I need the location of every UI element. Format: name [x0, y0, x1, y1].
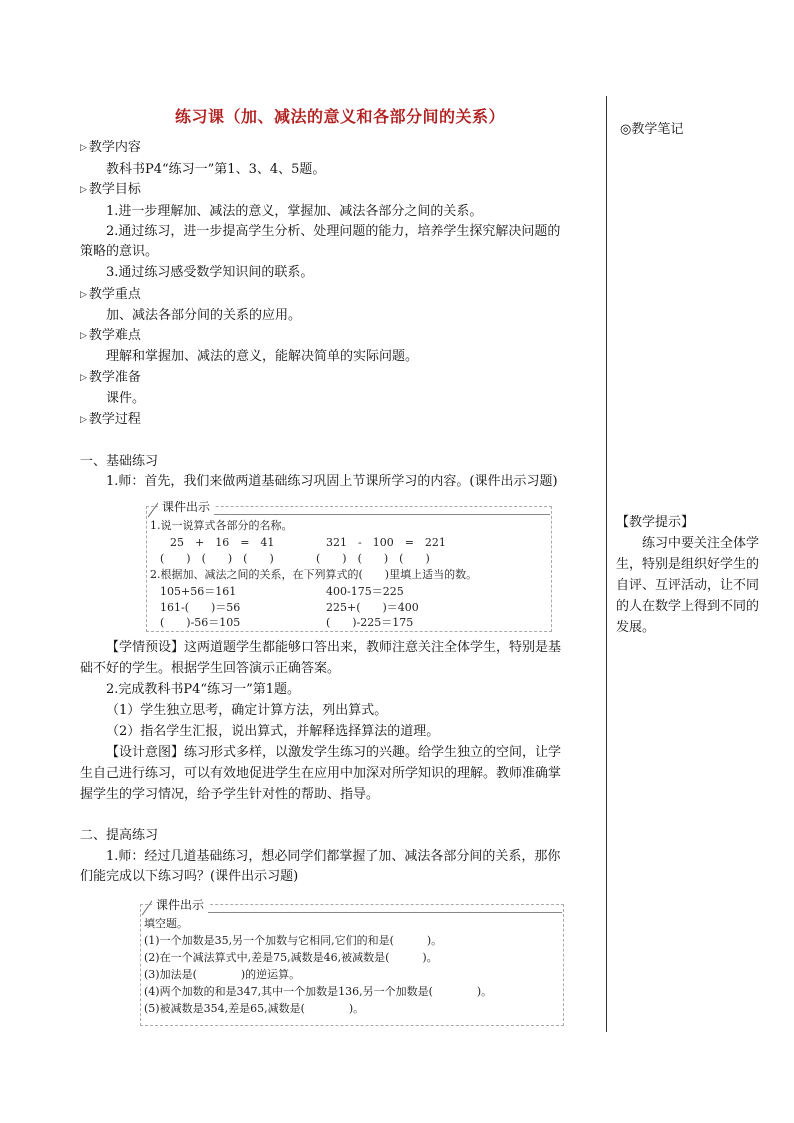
box1-eq2: 321 - 100 = 221: [326, 536, 446, 549]
part1-para2: 2.完成教科书P4“练习一”第1题。: [106, 682, 300, 697]
box1-eq2-blanks: ( ) ( ) ( ): [316, 552, 430, 565]
triangle-icon: ▷: [80, 415, 87, 425]
box2-line2: (2)在一个减法算式中,差是75,减数是46,被减数是( )。: [144, 951, 438, 964]
teaching-tip-label: 【教学提示】: [616, 515, 695, 530]
goal-2-line2: 策略的意识。: [80, 244, 159, 259]
courseware-tag-1: 课件出示: [158, 498, 214, 515]
section-content-heading: ▷ 教学内容: [80, 138, 141, 158]
part1-para1: 1.师：首先，我们来做两道基础练习巩固上节课所学习的内容。(课件出示习题): [106, 474, 558, 489]
design-line1: 【设计意图】练习形式多样，以激发学生练习的兴趣。给学生独立的空间，让学: [106, 745, 562, 760]
goal-3: 3.通过练习感受数学知识间的联系。: [106, 265, 314, 280]
page-title: 练习课（加、减法的意义和各部分间的关系）: [174, 107, 505, 126]
triangle-icon: ▷: [80, 373, 87, 383]
box1-eq1: 25 + 16 = 41: [170, 536, 275, 549]
content-text: 教科书P4“练习一”第1、3、4、5题。: [106, 162, 326, 177]
section-goals-heading: ▷ 教学目标: [80, 180, 141, 200]
teaching-tip: [616, 512, 770, 638]
triangle-icon: ▷: [80, 331, 87, 341]
box1-r2b: 225+( )＝400: [326, 601, 419, 614]
box1-r1b: 400-175＝225: [326, 585, 404, 598]
teaching-notes-heading: ◎教学笔记: [620, 122, 684, 137]
teaching-tip-text: 练习中要关注全体学生，特别是组织好学生的自评、互评活动，让不同的人在数学上得到不同的发展。: [616, 536, 760, 635]
box1-r2a: 161-( )＝56: [160, 601, 241, 614]
triangle-icon: ▷: [80, 185, 87, 195]
box1-q1: 1.说一说算式各部分的名称。: [150, 519, 293, 532]
design-line2: 生自己进行练习，可以有效地促进学生在应用中加深对所学知识的理解。教师准确掌: [80, 766, 562, 781]
courseware-tag-2: 课件出示: [152, 896, 208, 913]
triangle-icon: ▷: [80, 290, 87, 300]
section-key-heading: ▷ 教学重点: [80, 285, 141, 305]
box2-line3: (3)加法是( )的逆运算。: [144, 968, 301, 981]
part1-step1: （1）学生独立思考，确定计算方法，列出算式。: [106, 703, 388, 718]
tag-underline: [154, 912, 562, 913]
box1-r3b: ( )-225＝175: [326, 616, 414, 629]
key-text: 加、减法各部分间的关系的应用。: [106, 308, 302, 323]
box2-line4: (4)两个加数的和是347,其中一个加数是136,另一个加数是( )。: [144, 985, 493, 998]
preset-line1: 【学情预设】这两道题学生都能够口答出来，教师注意关注全体学生，特别是基: [106, 640, 562, 655]
prep-text: 课件。: [106, 391, 146, 406]
design-line3: 握学生的学习情况，给予学生针对性的帮助、指导。: [80, 787, 380, 802]
box1-eq1-blanks: ( ) ( ) ( ): [160, 552, 274, 565]
column-divider: [606, 96, 607, 1032]
box2-intro: 填空题。: [144, 917, 188, 930]
part1-step2: （2）指名学生汇报，说出算式，并解释选择算法的道理。: [106, 724, 440, 739]
section-prep-heading: ▷ 教学准备: [80, 368, 141, 388]
preset-line2: 础不好的学生。根据学生回答演示正确答案。: [80, 661, 341, 676]
box2-line5: (5)被减数是354,差是65,减数是( )。: [144, 1002, 365, 1015]
part1-heading: 一、基础练习: [80, 454, 159, 469]
goal-1: 1.进一步理解加、减法的意义，掌握加、减法各部分之间的关系。: [106, 204, 483, 219]
box1-q2: 2.根据加、减法之间的关系，在下列算式的( )里填上适当的数。: [150, 568, 478, 581]
box1-r1a: 105+56＝161: [160, 585, 237, 598]
tag-underline: [160, 514, 550, 515]
part2-para1-line1: 1.师：经过几道基础练习，想必同学们都掌握了加、减法各部分间的关系，那你: [106, 849, 561, 864]
box2-line1: (1)一个加数是35,另一个加数与它相同,它们的和是( )。: [144, 934, 443, 947]
box1-r3a: ( )-56＝105: [160, 616, 241, 629]
triangle-icon: ▷: [80, 143, 87, 153]
goal-2-line1: 2.通过练习，进一步提高学生分析、处理问题的能力，培养学生探究解决问题的: [106, 224, 561, 239]
difficulty-text: 理解和掌握加、减法的意义，能解决简单的实际问题。: [106, 349, 419, 364]
part2-heading: 二、提高练习: [80, 828, 159, 843]
part2-para1-line2: 们能完成以下练习吗？(课件出示习题): [80, 869, 299, 884]
section-process-heading: ▷ 教学过程: [80, 410, 141, 430]
section-difficulty-heading: ▷ 教学难点: [80, 326, 141, 346]
